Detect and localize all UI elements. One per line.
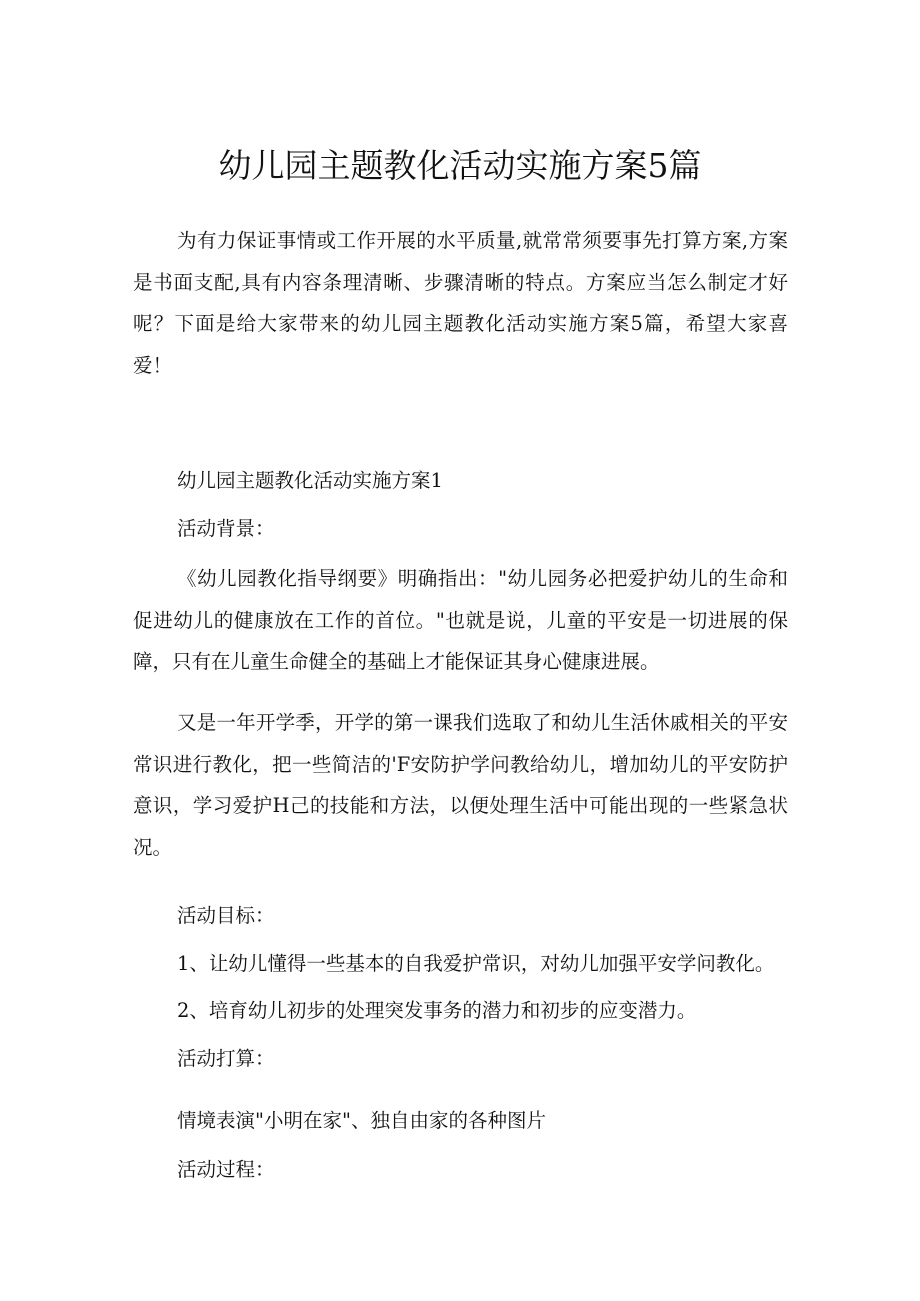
prep-text: 情境表演"小明在家"、独自由家的各种图片 bbox=[177, 1109, 546, 1132]
background-paragraph-2: 又是一年开学季，开学的第一课我们选取了和幼儿生活休戚相关的平安常识进行教化，把一些简洁的'F安防护学问教给幼儿，增加幼儿的平安防护意识，学习爱护H己的技能和方法，以便处理生活中可能出现的一些紧急状况。 bbox=[133, 711, 788, 859]
background-label: 活动背景： bbox=[177, 517, 275, 540]
goal-label: 活动目标： bbox=[177, 904, 275, 927]
intro-paragraph: 为有力保证事情或工作开展的水平质量,就常常须要事先打算方案,方案是书面支配,具有内容条理清晰、步骤清晰的特点。方案应当怎么制定才好呢？下面是给大家带来的幼儿园主题教化活动实施方案5篇，希望大家喜爱！ bbox=[133, 229, 788, 377]
document-title: 幼儿园主题教化活动实施方案5篇 bbox=[218, 146, 702, 185]
background-paragraph-1: 《幼儿园教化指导纲要》明确指出："幼儿园务必把爱护幼儿的生命和促进幼儿的健康放在工作的首位。"也就是说，儿童的平安是一切进展的保障，只有在儿童生命健全的基础上才能保证其身心健康进展。 bbox=[133, 567, 788, 673]
prep-label: 活动打算： bbox=[177, 1047, 275, 1070]
goal-item-2: 2、培育幼儿初步的处理突发事务的潜力和初步的应变潜力。 bbox=[177, 999, 697, 1022]
goal-item-1: 1、让幼儿懂得一些基本的自我爱护常识，对幼儿加强平安学问教化。 bbox=[177, 952, 775, 975]
process-label: 活动过程： bbox=[177, 1158, 275, 1181]
section-heading: 幼儿园主题教化活动实施方案1 bbox=[177, 469, 443, 492]
